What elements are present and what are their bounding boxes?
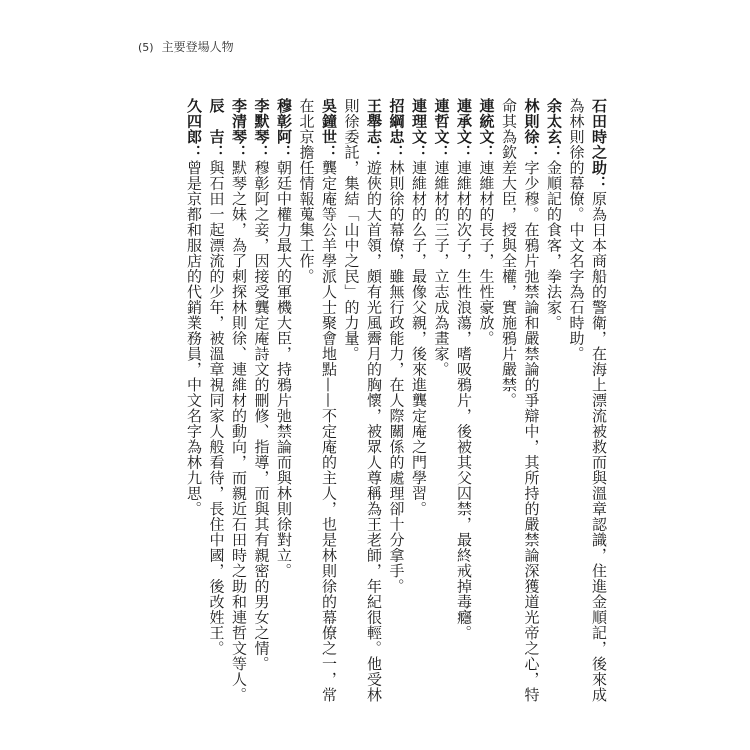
- character-name: 穆彰阿: [275, 98, 293, 145]
- name-separator: ：: [320, 144, 338, 160]
- name-separator: ：: [522, 144, 541, 160]
- character-name: 李清琴: [230, 98, 248, 145]
- name-separator: ：: [207, 144, 226, 160]
- name-separator: ：: [545, 144, 563, 160]
- character-name: 林則徐: [522, 98, 541, 145]
- name-separator: ：: [477, 144, 496, 160]
- character-name: 連理文: [410, 98, 428, 145]
- character-name: 招綱忠: [387, 98, 406, 145]
- character-entry: [340, 98, 385, 708]
- character-description: 林則徐的幕僚，雖無行政能力，在人際關係的處理卻十分拿手。: [387, 160, 406, 594]
- name-separator: ：: [590, 175, 608, 191]
- character-entry: [475, 98, 498, 708]
- character-list: [160, 98, 610, 708]
- character-entry: [543, 98, 566, 708]
- character-description: 連維材的長子，生性豪放。: [477, 160, 496, 346]
- character-entry: [565, 98, 610, 708]
- character-entry: [183, 98, 206, 708]
- name-separator: ：: [275, 144, 293, 160]
- character-description: 連維材的三子，立志成為畫家。: [432, 160, 451, 377]
- character-name: 李默琴: [252, 98, 271, 145]
- character-name: 連哲文: [432, 98, 451, 145]
- character-entry: [228, 98, 251, 708]
- character-description: 連維材的么子，最像父親，後來進龔定庵之門學習。: [410, 160, 428, 517]
- name-separator: ：: [185, 144, 203, 160]
- character-description: 穆彰阿之妾，因接受龔定庵詩文的刪修、指導，而與其有親密的男女之情。: [252, 160, 271, 672]
- page-header: [138, 38, 234, 55]
- character-name: 連統文: [477, 98, 496, 145]
- character-description: 朝廷中權力最大的軍機大臣，持鴉片弛禁論而與林則徐對立。: [275, 160, 293, 579]
- character-name: 辰 吉: [207, 98, 226, 145]
- character-description: 原為日本商船的警衛，在海上漂流被救而與溫章認識，住進金順記，後來成為林則徐的幕僚。中文名字為石時助。: [567, 98, 608, 703]
- character-entry: [453, 98, 476, 708]
- character-entry: [498, 98, 543, 708]
- character-name: 余太玄: [545, 98, 563, 145]
- character-description: 連維材的次子，生性浪蕩，嗜吸鴉片，後被其父囚禁，最終戒掉毒癮。: [455, 160, 473, 641]
- name-separator: ：: [432, 144, 451, 160]
- character-entry: [205, 98, 228, 708]
- character-entry: [408, 98, 431, 708]
- character-entry: [385, 98, 408, 708]
- character-entry: [250, 98, 273, 708]
- chapter-title: 主要登場人物: [161, 40, 234, 54]
- name-separator: ：: [387, 144, 406, 160]
- name-separator: ：: [252, 144, 271, 160]
- character-name: 石田時之助: [590, 98, 608, 176]
- name-separator: ：: [455, 144, 473, 160]
- character-description: 默琴之妹，為了刺探林則徐、連維材的動向，而親近石田時之助和連哲文等人。: [230, 160, 248, 703]
- character-description: 與石田一起漂流的少年，被溫章視同家人般看待，長住中國，後改姓王。: [207, 160, 226, 656]
- character-entry: [295, 98, 340, 708]
- name-separator: ：: [410, 144, 428, 160]
- character-name: 久四郎: [185, 98, 203, 145]
- character-name: 吳鐘世: [320, 98, 338, 145]
- character-description: 龔定庵等公羊學派人士聚會地點——不定庵的主人，也是林則徐的幕僚之一，常在北京擔任情報蒐集工作。: [297, 98, 338, 703]
- name-separator: ：: [230, 144, 248, 160]
- name-separator: ：: [365, 144, 383, 160]
- character-entry: [430, 98, 453, 708]
- character-description: 曾是京都和服店的代銷業務員，中文名字為林九思。: [185, 160, 203, 517]
- character-description: 金順記的食客，拳法家。: [545, 160, 563, 331]
- character-entry: [273, 98, 296, 708]
- character-description: 字少穆。在鴉片弛禁論和嚴禁論的爭辯中，其所持的嚴禁論深獲道光帝之心，特命其為欽差大臣，授與全權，實施鴉片嚴禁。: [500, 98, 541, 703]
- chapter-number: (5): [138, 41, 154, 54]
- character-name: 連承文: [455, 98, 473, 145]
- character-description: 遊俠的大首領，頗有光風霽月的胸懷，被眾人尊稱為王老師，年紀很輕。他受林則徐委託，集結「山中之民」的力量。: [342, 98, 383, 703]
- character-name: 王舉志: [365, 98, 383, 145]
